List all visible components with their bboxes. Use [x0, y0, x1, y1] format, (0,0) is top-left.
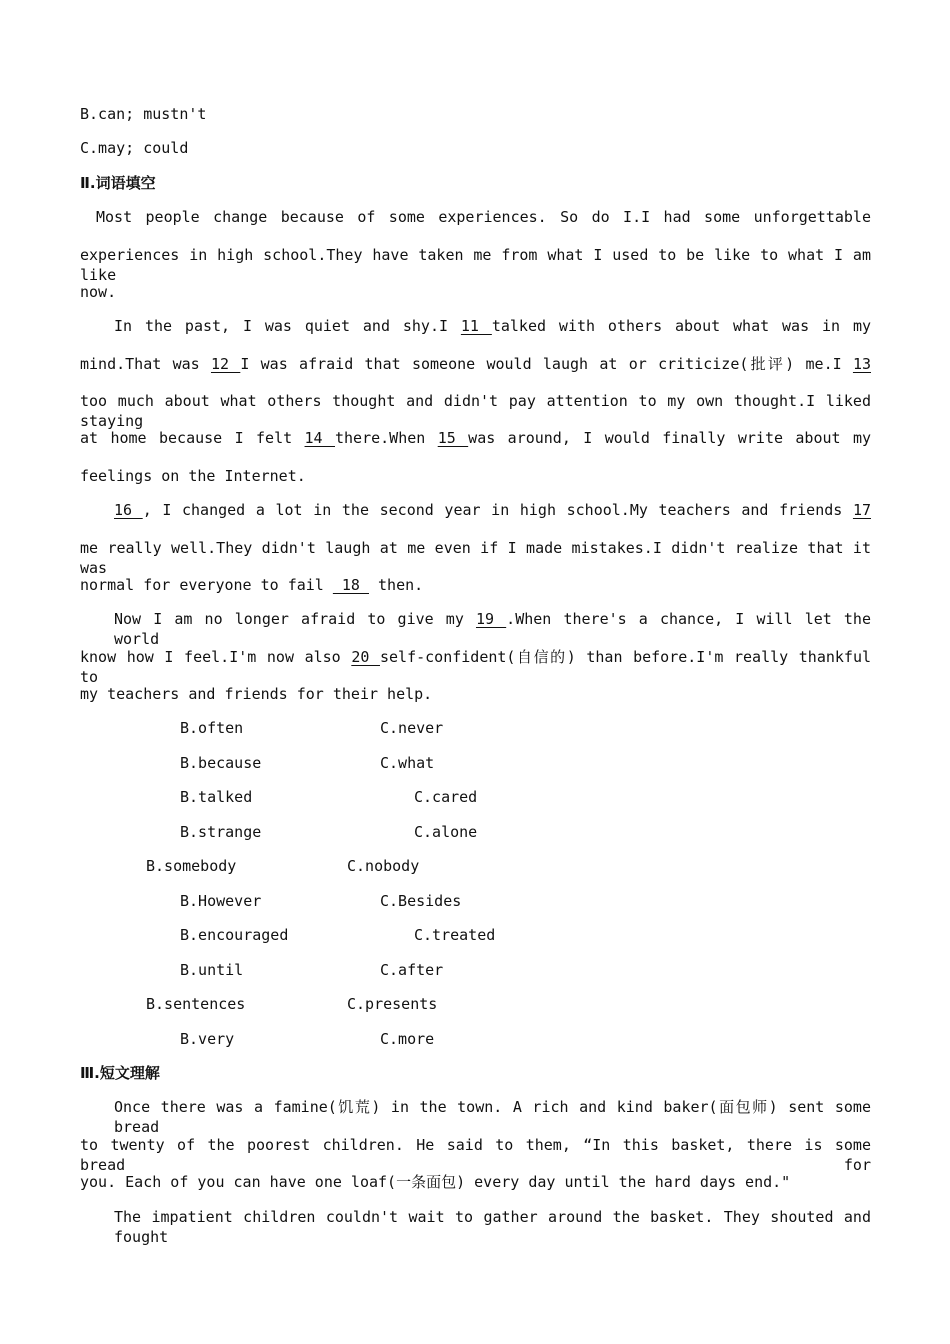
- paragraph-line: Now I am no longer afraid to give my 19 .When there's a chance, I will let the world: [114, 610, 871, 648]
- blank-19: 19: [475, 610, 507, 628]
- blank-16: 16: [114, 501, 143, 519]
- section-heading: Ⅲ.短文理解: [80, 1064, 160, 1082]
- paragraph-line: you. Each of you can have one loaf(一条面包) every day until the hard days end.": [80, 1173, 791, 1191]
- option-c: C.after: [380, 961, 444, 979]
- option-b: B.encouraged: [180, 926, 289, 944]
- paragraph-line: mind.That was 12 I was afraid that someone would laugh at or criticize(批评) me.I 13: [80, 355, 871, 373]
- option-line: C.may; could: [80, 139, 189, 157]
- paragraph-line: too much about what others thought and didn't pay attention to my own thought.I liked staying: [80, 392, 871, 430]
- paragraph-line: experiences in high school.They have taken me from what I used to be like to what I am like: [80, 246, 871, 284]
- option-c: C.nobody: [347, 857, 420, 875]
- option-b: B.talked: [180, 788, 253, 806]
- option-b: B.often: [180, 719, 244, 737]
- option-c: C.cared: [414, 788, 478, 806]
- option-c: C.never: [380, 719, 444, 737]
- paragraph-line: now.: [80, 283, 117, 301]
- paragraph-line: to twenty of the poorest children. He said to them, “In this basket, there is some bread for: [80, 1136, 871, 1174]
- section-heading: Ⅱ.词语填空: [80, 174, 156, 192]
- paragraph-line: feelings on the Internet.: [80, 467, 306, 485]
- option-c: C.Besides: [380, 892, 462, 910]
- option-c: C.presents: [347, 995, 438, 1013]
- paragraph-line: at home because I felt 14 there.When 15 was around, I would finally write about my: [80, 429, 872, 447]
- blank-12: 12: [210, 355, 241, 373]
- paragraph-line: Once there was a famine(饥荒) in the town. A rich and kind baker(面包师) sent some bread: [114, 1098, 871, 1136]
- option-c: C.treated: [414, 926, 496, 944]
- option-b: B.very: [180, 1030, 235, 1048]
- paragraph-line: know how I feel.I'm now also 20 self-confident(自信的) than before.I'm really thankful to: [80, 648, 872, 686]
- blank-11: 11: [460, 317, 492, 335]
- paragraph-line: 16 , I changed a lot in the second year in high school.My teachers and friends 17: [114, 501, 871, 519]
- option-b: B.somebody: [146, 857, 237, 875]
- option-c: C.alone: [414, 823, 478, 841]
- paragraph-line: me really well.They didn't laugh at me even if I made mistakes.I didn't realize that it was: [80, 539, 871, 577]
- blank-15: 15: [437, 429, 469, 447]
- option-b: B.because: [180, 754, 262, 772]
- paragraph-line: normal for everyone to fail 18 then.: [80, 576, 424, 594]
- blank-20: 20: [351, 648, 380, 666]
- blank-14: 14: [304, 429, 335, 447]
- paragraph-line: The impatient children couldn't wait to gather around the basket. They shouted and fought: [114, 1208, 871, 1246]
- paragraph-line: In the past, I was quiet and shy.I 11 talked with others about what was in my: [114, 317, 872, 335]
- paragraph-line: Most people change because of some experiences. So do I.I had some unforgettable: [96, 208, 871, 226]
- option-c: C.what: [380, 754, 435, 772]
- blank-18: 18: [332, 576, 369, 594]
- paragraph-line: my teachers and friends for their help.: [80, 685, 433, 703]
- option-b: B.until: [180, 961, 244, 979]
- option-b: B.strange: [180, 823, 262, 841]
- option-b: B.sentences: [146, 995, 246, 1013]
- option-b: B.However: [180, 892, 262, 910]
- blank-13: 13: [852, 355, 871, 373]
- option-line: B.can; mustn't: [80, 105, 207, 123]
- option-c: C.more: [380, 1030, 435, 1048]
- blank-17: 17: [852, 501, 871, 519]
